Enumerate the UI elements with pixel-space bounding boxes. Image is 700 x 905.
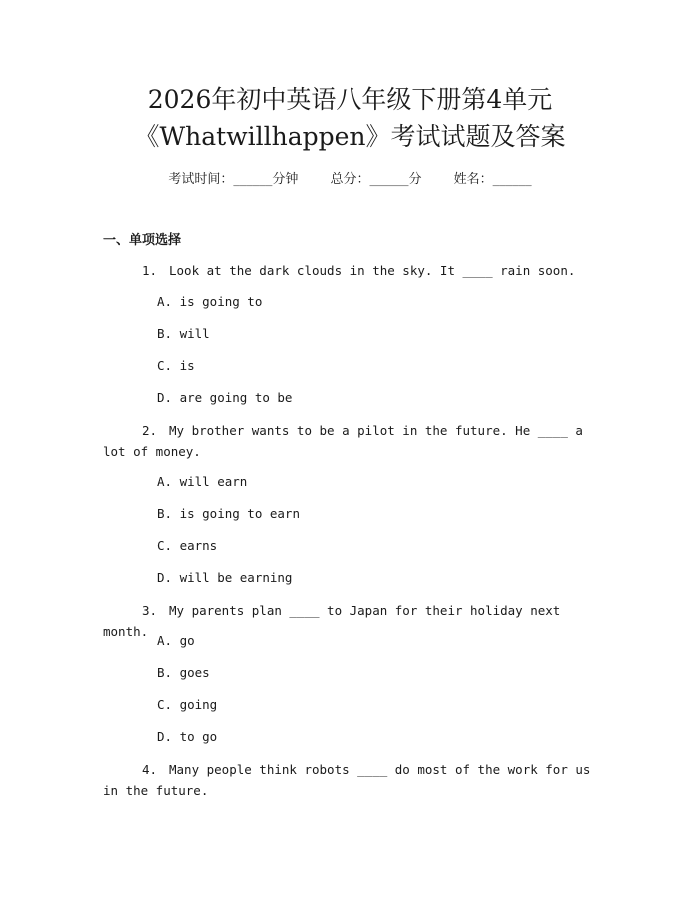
exam-name-field: 姓名：______ — [453, 172, 532, 187]
question-1-option-b: B. will — [157, 326, 210, 341]
exam-total-score: 总分：______分 — [330, 172, 422, 187]
question-2-option-b: B. is going to earn — [157, 506, 300, 521]
question-2 — [103, 420, 593, 462]
exam-meta — [0, 168, 700, 187]
question-text: My brother wants to be a pilot in the future. He ____ a lot of money. — [103, 423, 583, 459]
question-2-option-c: C. earns — [157, 538, 218, 553]
question-text: Look at the dark clouds in the sky. It ____ rain soon. — [169, 263, 576, 278]
exam-title-line2: 《Whatwillhappen》考试试题及答案 — [134, 122, 566, 151]
exam-title-line1: 2026年初中英语八年级下册第4单元 — [147, 85, 553, 114]
question-number: 3. — [141, 603, 157, 618]
question-3-option-d: D. to go — [157, 729, 218, 744]
question-3-option-b: B. goes — [157, 665, 210, 680]
exam-time: 考试时间：______分钟 — [168, 172, 299, 187]
question-number: 2. — [141, 423, 157, 438]
question-number: 4. — [141, 762, 157, 777]
question-1-option-d: D. are going to be — [157, 390, 293, 405]
question-number: 1. — [141, 263, 157, 278]
question-2-option-a: A. will earn — [157, 474, 248, 489]
section-heading: 一、单项选择 — [103, 233, 182, 248]
question-text: My parents plan ____ to Japan for their holiday next month. — [103, 603, 561, 639]
question-1 — [103, 260, 593, 281]
question-2-option-d: D. will be earning — [157, 570, 293, 585]
question-4 — [103, 759, 593, 801]
question-text: Many people think robots ____ do most of the work for us in the future. — [103, 762, 591, 798]
question-1-option-a: A. is going to — [157, 294, 263, 309]
question-1-option-c: C. is — [157, 358, 195, 373]
question-3-option-c: C. going — [157, 697, 218, 712]
question-3-option-a: A. go — [157, 633, 195, 648]
